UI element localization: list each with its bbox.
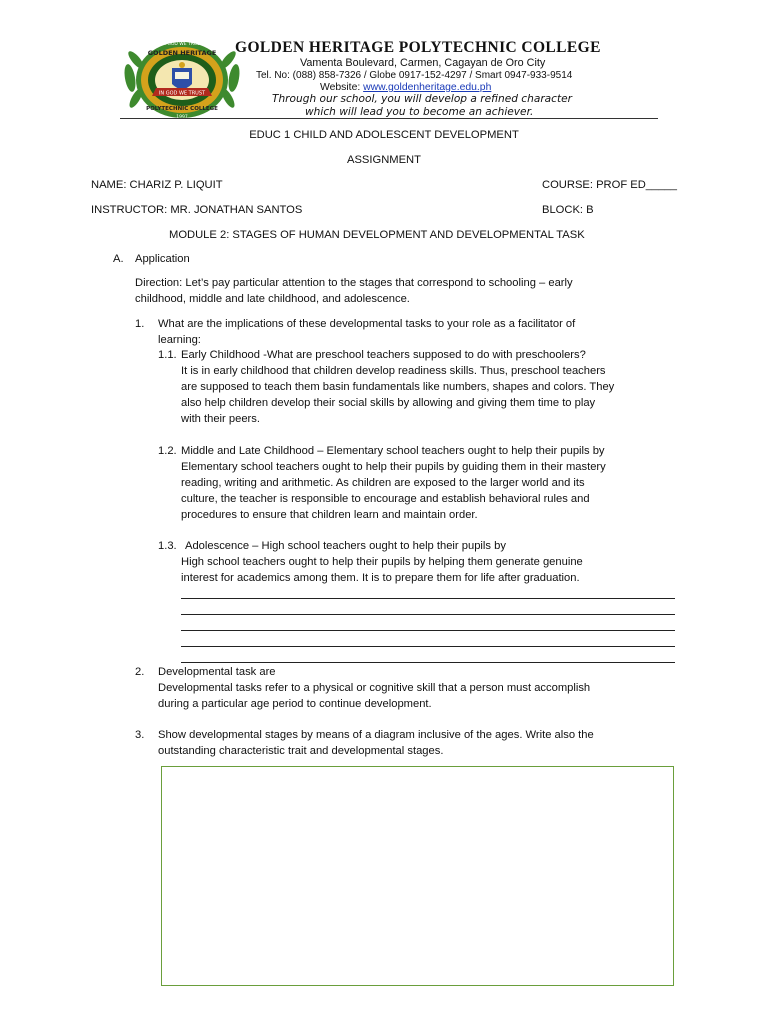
subquestion-1-3-heading: Adolescence – High school teachers ought to help their pupils by xyxy=(185,540,506,552)
question-1-line-2: learning: xyxy=(158,334,201,346)
question-3-line-2: outstanding characteristic trait and developmental stages. xyxy=(158,745,444,757)
college-logo xyxy=(120,38,244,122)
question-3-line-1: Show developmental stages by means of a diagram inclusive of the ages. Write also the xyxy=(158,729,594,741)
answer-1-2-line: Elementary school teachers ought to help their pupils by guiding them in their mastery xyxy=(181,461,606,473)
answer-1-2-line: culture, the teacher is responsible to encourage and establish behavioral rules and xyxy=(181,493,590,505)
college-telephone: Tel. No: (088) 858-7326 / Globe 0917-152-4297 / Smart 0947-933-9514 xyxy=(256,70,573,81)
header-divider xyxy=(120,118,658,119)
answer-1-3-line: High school teachers ought to help their pupils by helping them generate genuine xyxy=(181,556,583,568)
student-name: NAME: CHARIZ P. LIQUIT xyxy=(91,179,223,191)
answer-1-1-line: are supposed to teach them basin fundamentals like numbers, shapes and colors. They xyxy=(181,381,615,393)
motto-line-2: which will lead you to become an achiever. xyxy=(305,106,534,118)
svg-text:1997: 1997 xyxy=(176,115,188,120)
motto-line-1: Through our school, you will develop a refined character xyxy=(272,93,573,105)
subquestion-1-1-number: 1.1. xyxy=(158,349,177,361)
blank-answer-line xyxy=(181,587,675,599)
subquestion-1-3-number: 1.3. xyxy=(158,540,177,552)
college-name: GOLDEN HERITAGE POLYTECHNIC COLLEGE xyxy=(235,39,601,56)
course-title: EDUC 1 CHILD AND ADOLESCENT DEVELOPMENT xyxy=(249,129,519,141)
subquestion-1-1-heading: Early Childhood -What are preschool teachers supposed to do with preschoolers? xyxy=(181,349,586,361)
answer-2-line: during a particular age period to continue development. xyxy=(158,698,432,710)
question-2-number: 2. xyxy=(135,666,145,678)
direction-line-2: childhood, middle and late childhood, and adolescence. xyxy=(135,293,410,305)
answer-1-1-line: with their peers. xyxy=(181,413,260,425)
course-field: COURSE: PROF ED_____ xyxy=(542,179,677,191)
answer-1-2-line: reading, writing and arithmetic. As children are exposed to the larger world and its xyxy=(181,477,585,489)
answer-1-1-line: also help children develop their social skills by allowing and giving them time to play xyxy=(181,397,596,409)
section-title: Application xyxy=(135,253,190,265)
svg-text:GOLDEN HERITAGE: GOLDEN HERITAGE xyxy=(147,49,217,57)
question-2-heading: Developmental task are xyxy=(158,666,276,678)
svg-text:IN GOD WE TRUST: IN GOD WE TRUST xyxy=(161,42,203,47)
blank-answer-line xyxy=(181,619,675,631)
college-seal-icon xyxy=(120,38,244,122)
block-field: BLOCK: B xyxy=(542,204,594,216)
website-link[interactable]: www.goldenheritage.edu.ph xyxy=(363,82,492,93)
svg-text:POLYTECHNIC COLLEGE: POLYTECHNIC COLLEGE xyxy=(146,106,218,112)
direction-line-1: Direction: Let’s pay particular attention to the stages that correspond to schooling – early xyxy=(135,277,573,289)
diagram-answer-box[interactable] xyxy=(161,766,674,986)
blank-answer-line xyxy=(181,651,675,663)
college-address: Vamenta Boulevard, Carmen, Cagayan de Oro City xyxy=(300,57,546,69)
blank-answer-line xyxy=(181,603,675,615)
question-1-line-1: What are the implications of these developmental tasks to your role as a facilitator of xyxy=(158,318,576,330)
subquestion-1-2-heading: Middle and Late Childhood – Elementary school teachers ought to help their pupils by xyxy=(181,445,605,457)
svg-text:IN GOD WE TRUST: IN GOD WE TRUST xyxy=(158,90,206,97)
question-3-number: 3. xyxy=(135,729,145,741)
blank-answer-line xyxy=(181,635,675,647)
answer-1-3-line: interest for academics among them. It is to prepare them for life after graduation. xyxy=(181,572,580,584)
answer-1-1-line: It is in early childhood that children develop readiness skills. Thus, preschool teachers xyxy=(181,365,606,377)
website-label: Website: xyxy=(320,82,364,93)
module-title: MODULE 2: STAGES OF HUMAN DEVELOPMENT AND DEVELOPMENTAL TASK xyxy=(169,229,585,241)
subquestion-1-2-number: 1.2. xyxy=(158,445,177,457)
instructor-name: INSTRUCTOR: MR. JONATHAN SANTOS xyxy=(91,204,303,216)
document-type: ASSIGNMENT xyxy=(347,154,421,166)
answer-2-line: Developmental tasks refer to a physical or cognitive skill that a person must accomplish xyxy=(158,682,591,694)
answer-1-2-line: procedures to ensure that children learn and maintain order. xyxy=(181,509,478,521)
section-letter: A. xyxy=(113,253,124,265)
question-1-number: 1. xyxy=(135,318,145,330)
